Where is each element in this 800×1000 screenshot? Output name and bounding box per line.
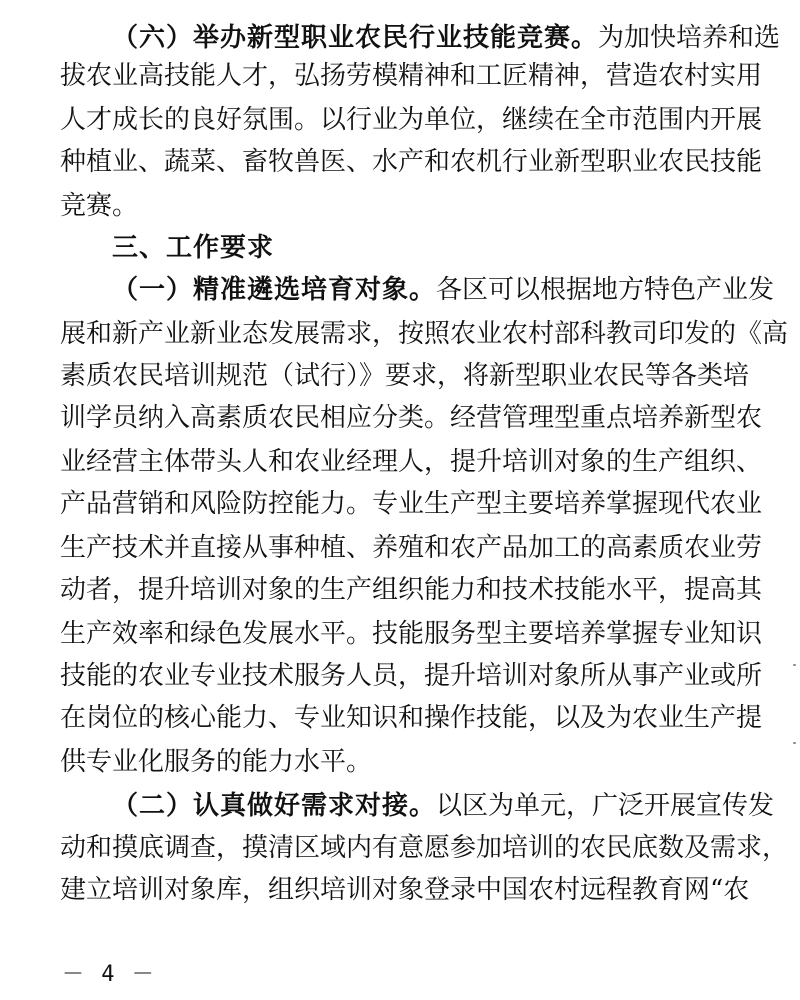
page-number: － 4 － (62, 962, 156, 987)
item-one-line-5: 业经营主体带头人和农业经理人，提升培训对象的生产组织、 (60, 447, 763, 477)
paragraph-six-text: 为加快培养和选 (598, 23, 781, 53)
item-one-line-9: 生产效率和绿色发展水平。技能服务型主要培养掌握专业知识 (60, 619, 763, 649)
item-one-line-8: 动者，提升培训对象的生产组织能力和技术技能水平，提高其 (60, 575, 763, 605)
item-one-line-1 (60, 270, 775, 310)
paragraph-six-line-3: 人才成长的良好氛围。以行业为单位，继续在全市范围内开展 (60, 105, 763, 135)
paragraph-six-line-1 (60, 18, 781, 58)
item-two-line-2: 动和摸底调查，摸清区域内有意愿参加培训的农民底数及需求， (60, 833, 789, 863)
item-two-line-3: 建立培训对象库，组织培训对象登录中国农村远程教育网“农 (60, 875, 750, 905)
paragraph-six-line-4: 种植业、蔬菜、畜牧兽医、水产和农机行业新型职业农民技能 (60, 147, 763, 177)
item-two-title: （二）认真做好需求对接。 (112, 791, 437, 821)
item-two-text: 以区为单元，广泛开展宣传发 (436, 791, 775, 821)
scan-mark (793, 664, 796, 666)
item-two-line-1 (60, 786, 775, 826)
item-one-line-12: 供专业化服务的能力水平。 (60, 747, 373, 777)
item-one-line-2: 展和新产业新业态发展需求，按照农业农村部科教司印发的《高 (60, 319, 789, 349)
item-one-line-11: 在岗位的核心能力、专业知识和操作技能，以及为农业生产提 (60, 703, 763, 733)
item-one-title: （一）精准遴选培育对象。 (112, 275, 437, 305)
item-one-line-7: 生产技术并直接从事种植、养殖和农产品加工的高素质农业劳 (60, 533, 763, 563)
paragraph-six-line-5: 竞赛。 (60, 191, 139, 221)
item-one-line-3: 素质农民培训规范（试行）》要求，将新型职业农民等各类培 (60, 361, 750, 391)
scan-mark (793, 742, 796, 744)
item-one-line-6: 产品营销和风险防控能力。专业生产型主要培养掌握现代农业 (60, 489, 763, 519)
paragraph-six-line-2: 拔农业高技能人才，弘扬劳模精神和工匠精神，营造农村实用 (60, 61, 763, 91)
item-one-line-10: 技能的农业专业技术服务人员，提升培训对象所从事产业或所 (60, 661, 763, 691)
section-three-title: 三、工作要求 (112, 233, 275, 263)
item-one-text: 各区可以根据地方特色产业发 (436, 275, 775, 305)
paragraph-six-title: （六）举办新型职业农民行业技能竞赛。 (112, 23, 599, 53)
item-one-line-4: 训学员纳入高素质农民相应分类。经营管理型重点培养新型农 (60, 403, 763, 433)
